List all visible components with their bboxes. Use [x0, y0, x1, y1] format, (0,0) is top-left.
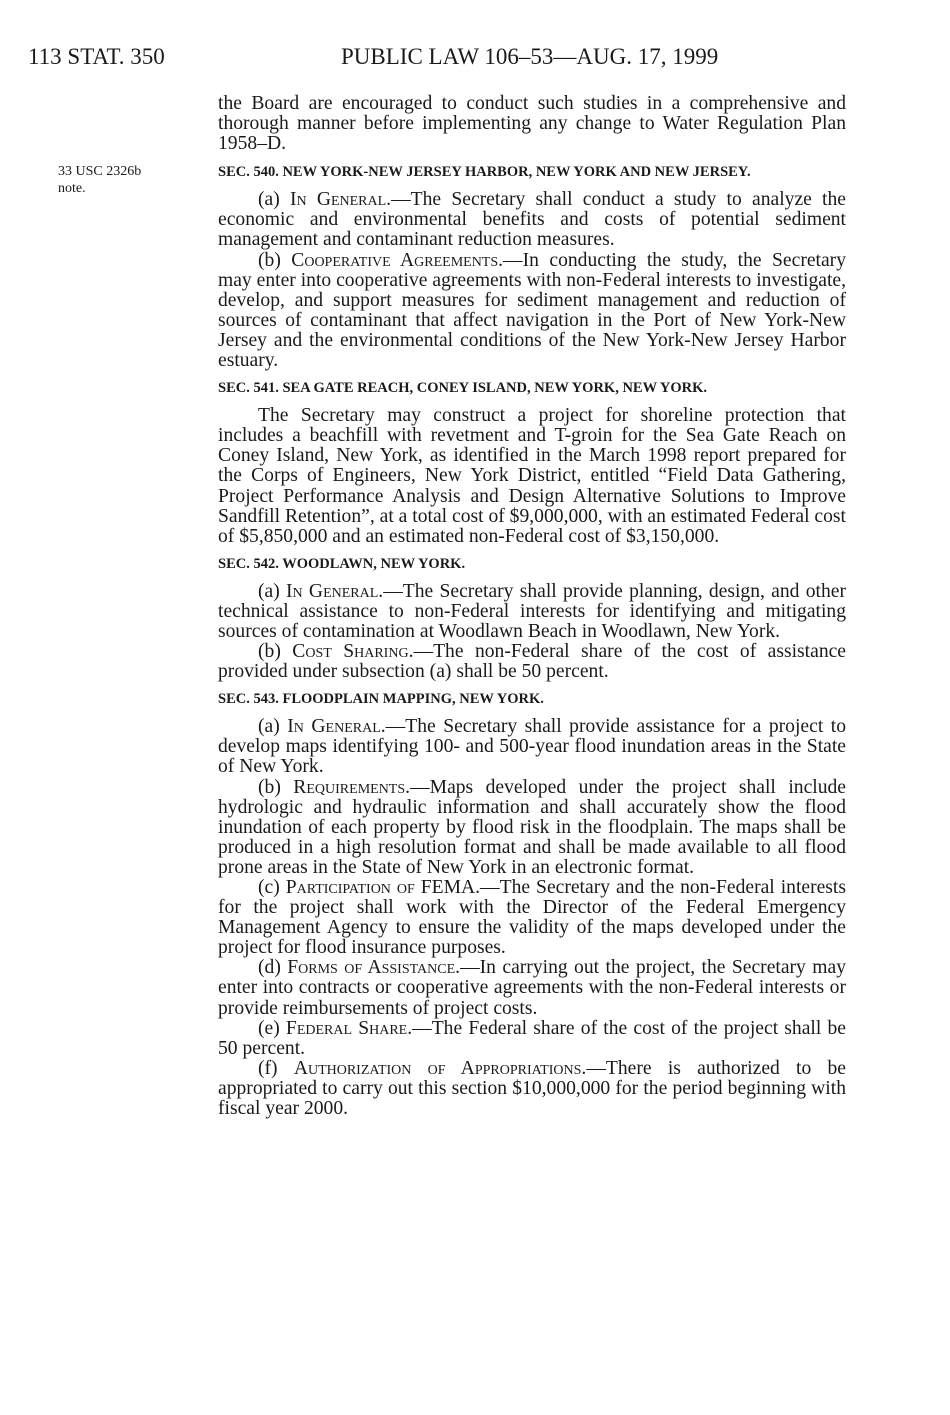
subsection-heading: In General. — [289, 189, 392, 211]
section-543-subsection-e — [218, 1019, 846, 1059]
section-541-heading: SEC. 541. SEA GATE REACH, CONEY ISLAND, NEW YORK, NEW YORK. — [218, 380, 708, 397]
subsection-label: (a) — [258, 716, 288, 738]
subsection-text: —In carrying out the project, the Secretary may enter into contracts or cooperative agreements with the non-Federal interests or provide reimbursements of project costs. — [218, 957, 846, 1019]
subsection-heading: Requirements. — [293, 776, 411, 798]
section-543-subsection-f — [218, 1059, 846, 1119]
section-543-heading: SEC. 543. FLOODPLAIN MAPPING, NEW YORK. — [218, 691, 544, 708]
section-543-subsection-d — [218, 958, 846, 1018]
page-header — [28, 44, 910, 74]
body-text-column — [218, 94, 846, 1119]
subsection-label: (f) — [258, 1057, 294, 1079]
subsection-text: —In conducting the study, the Secretary may enter into cooperative agreements with non-Federal interests to investigate, develop, and support measures for sediment management and reduction of sources of contaminant that affect navigation in the Port of New York-New Jersey and the environmental conditions of the New York-New Jersey Harbor estuary. — [218, 249, 847, 372]
subsection-heading: Authorization of Appropriations. — [293, 1057, 587, 1079]
subsection-heading: Cost Sharing. — [292, 641, 414, 663]
subsection-label: (a) — [258, 189, 290, 211]
subsection-heading: In General. — [286, 580, 384, 602]
subsection-text: —The Secretary shall provide assistance for a project to develop maps identifying 100- and 500-year flood inundation areas in the State of New York. — [218, 716, 846, 778]
subsection-text: —The Federal share of the cost of the project shall be 50 percent. — [218, 1017, 846, 1059]
subsection-text: —The Secretary shall conduct a study to analyze the economic and environmental benefits and costs of potential sediment management and contaminant reduction measures. — [218, 189, 846, 251]
margin-citation-line: 33 USC 2326b — [58, 164, 142, 179]
section-543-subsection-a — [218, 717, 846, 777]
subsection-label: (b) — [258, 641, 293, 663]
subsection-heading: In General. — [287, 716, 386, 738]
subsection-label: (e) — [258, 1017, 286, 1039]
subsection-label: (b) — [258, 776, 294, 798]
subsection-label: (d) — [258, 957, 288, 979]
margin-citation-suffix: note. — [58, 181, 86, 196]
subsection-heading: Forms of Assistance. — [287, 957, 461, 979]
intro-continuation-paragraph: the Board are encouraged to conduct such studies in a comprehensive and thorough manner before implementing any change to Water Regulation Plan 1958–D. — [218, 93, 846, 155]
section-540-subsection-a — [218, 190, 846, 250]
section-542-subsection-a — [218, 582, 846, 642]
subsection-heading: Participation of FEMA. — [285, 877, 481, 898]
section-540-subsection-b — [218, 251, 846, 372]
section-540-heading: SEC. 540. NEW YORK-NEW JERSEY HARBOR, NEW YORK AND NEW JERSEY. — [218, 164, 751, 181]
margin-citation-note — [58, 163, 198, 197]
subsection-text: —There is authorized to be appropriated to carry out this section $10,000,000 for the period beginning with fiscal year 2000. — [218, 1057, 846, 1120]
subsection-text: —Maps developed under the project shall include hydrologic and hydraulic information and shall accurately show the flood inundation of each property by flood risk in the floodplain. The maps shall be produced in a high resolution format and shall be made available to all flood prone areas in the State of New York in an electronic format. — [218, 776, 846, 878]
section-543-subsection-c — [218, 878, 846, 958]
subsection-text: —The Secretary and the non-Federal interests for the project shall work with the Director of the Federal Emergency Management Agency to ensure the validity of the maps developed under the project for flood insurance purposes. — [218, 877, 846, 959]
running-head-title: PUBLIC LAW 106–53—AUG. 17, 1999 — [341, 44, 719, 69]
subsection-label: (b) — [258, 249, 292, 271]
section-543-subsection-b — [218, 778, 846, 878]
stat-page-number: 113 STAT. 350 — [28, 44, 165, 69]
section-542-heading: SEC. 542. WOODLAWN, NEW YORK. — [218, 555, 466, 572]
subsection-heading: Federal Share. — [285, 1017, 413, 1039]
subsection-text: —The Secretary shall provide planning, design, and other technical assistance to non-Federal interests for identifying and mitigating sources of contamination at Woodlawn Beach in Woodlawn, New York. — [218, 580, 847, 642]
section-542-subsection-b — [218, 642, 846, 682]
subsection-label: (c) — [258, 877, 286, 898]
subsection-text: —The non-Federal share of the cost of assistance provided under subsection (a) shall be 50 percent. — [218, 641, 847, 683]
section-541-text: The Secretary may construct a project for shoreline protection that includes a beachfill with revetment and T-groin for the Sea Gate Reach on Coney Island, New York, as identified in the March 1998 report prepared for the Corps of Engineers, New York District, entitled “Field Data Gathering, Project Performance Analysis and Design Alternative Solutions to Improve Sandfill Retention”, at a total cost of $9,000,000, with an estimated Federal cost of $5,850,000 and an estimated non-Federal cost of $3,150,000. — [218, 405, 846, 547]
subsection-heading: Cooperative Agreements. — [291, 249, 504, 271]
subsection-label: (a) — [258, 580, 287, 602]
